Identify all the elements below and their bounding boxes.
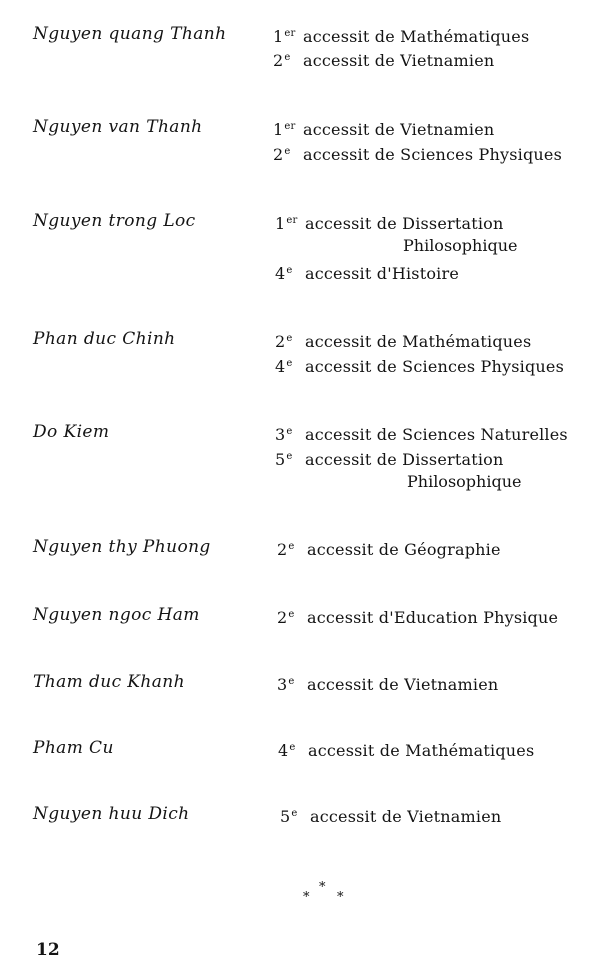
page-number: 12 — [36, 940, 60, 960]
award-text: accessit de Sciences Naturelles — [305, 425, 568, 444]
award-line — [275, 445, 504, 472]
student-name: Nguyen ngoc Ham — [33, 605, 200, 625]
award-text: accessit de Sciences Physiques — [303, 145, 562, 164]
award-text: accessit d'Histoire — [305, 264, 460, 283]
award-rank: 2e — [277, 540, 295, 559]
award-text: accessit de Vietnamien — [303, 51, 495, 70]
award-rank: 5e — [275, 450, 293, 469]
award-line — [275, 327, 531, 354]
award-text: accessit de Mathématiques — [308, 741, 535, 760]
asterisk-icon: * — [303, 890, 310, 905]
award-text: accessit de Géographie — [307, 540, 501, 559]
award-rank: 1er — [273, 27, 296, 46]
asterisk-icon: * — [337, 890, 344, 905]
award-rank: 2e — [275, 332, 293, 351]
student-name: Nguyen thy Phuong — [33, 537, 211, 557]
award-rank: 1er — [273, 120, 296, 139]
award-rank: 2e — [273, 51, 291, 70]
award-rank: 4e — [275, 357, 293, 376]
award-text: accessit d'Education Physique — [307, 608, 559, 627]
award-line — [278, 736, 534, 763]
student-name: Phan duc Chinh — [33, 329, 176, 349]
student-name: Tham duc Khanh — [33, 672, 185, 692]
award-rank: 3e — [275, 425, 293, 444]
award-text: accessit de Sciences Physiques — [305, 357, 564, 376]
award-line — [273, 115, 494, 142]
award-text: accessit de Vietnamien — [307, 675, 499, 694]
award-line — [273, 46, 494, 73]
student-name: Pham Cu — [33, 738, 114, 758]
award-line — [273, 140, 562, 167]
student-name: Nguyen van Thanh — [33, 117, 203, 137]
award-rank: 2e — [273, 145, 291, 164]
award-line — [277, 603, 558, 630]
student-name: Nguyen quang Thanh — [33, 24, 227, 44]
award-text: accessit de Vietnamien — [310, 807, 502, 826]
award-rank: 1er — [275, 214, 298, 233]
award-text: accessit de Mathématiques — [305, 332, 532, 351]
award-line — [275, 352, 564, 379]
award-line — [273, 22, 529, 49]
award-rank: 3e — [277, 675, 295, 694]
award-text: accessit de Mathématiques — [303, 27, 530, 46]
award-line — [275, 259, 459, 286]
award-rank: 4e — [278, 741, 296, 760]
award-line — [275, 420, 568, 447]
award-rank: 2e — [277, 608, 295, 627]
student-name: Nguyen huu Dich — [33, 804, 190, 824]
award-rank: 5e — [280, 807, 298, 826]
award-continuation: Philosophique — [403, 236, 518, 255]
asterisk-icon: * — [319, 880, 326, 895]
award-text: accessit de Vietnamien — [303, 120, 495, 139]
award-line — [277, 535, 501, 562]
award-text: accessit de Dissertation — [305, 214, 504, 233]
award-continuation: Philosophique — [407, 472, 522, 491]
student-name: Do Kiem — [33, 422, 110, 442]
award-line — [280, 802, 501, 829]
award-line — [275, 209, 504, 236]
award-rank: 4e — [275, 264, 293, 283]
section-ornament — [295, 880, 355, 910]
student-name: Nguyen trong Loc — [33, 211, 196, 231]
award-line — [277, 670, 498, 697]
award-text: accessit de Dissertation — [305, 450, 504, 469]
